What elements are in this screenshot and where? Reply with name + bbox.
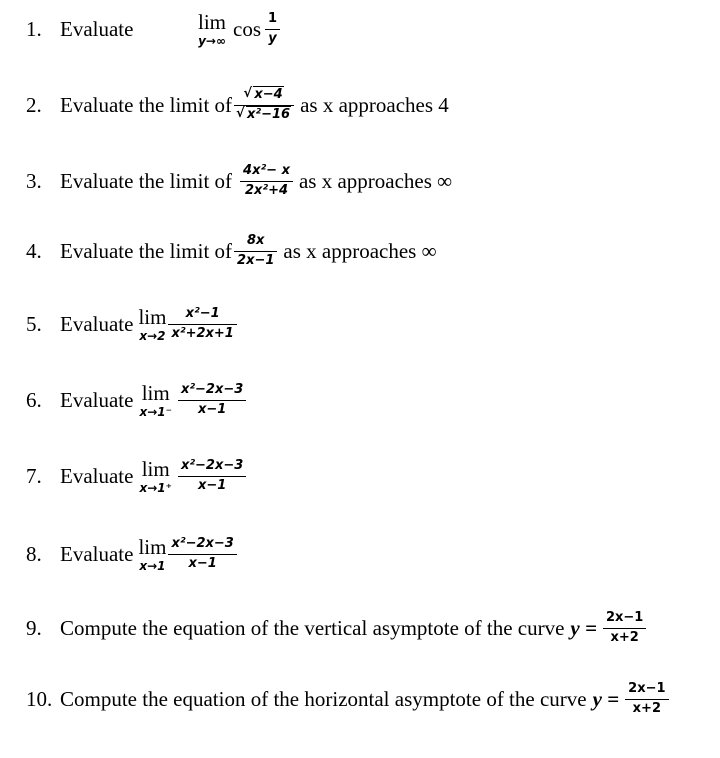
lim-word: lim — [138, 305, 167, 329]
denominator: 2x−1 — [237, 252, 275, 268]
numerator: x²−2x−3 — [180, 382, 244, 398]
equation-lhs: y = — [570, 615, 597, 640]
limit-subscript: y→∞ — [198, 34, 226, 48]
denominator: x+2 — [632, 700, 661, 716]
problem-number: 7. — [26, 464, 42, 488]
problem-suffix: as x approaches ∞ — [283, 238, 437, 263]
problem-6 — [26, 383, 248, 418]
lim-word: lim — [198, 10, 227, 34]
limit-operator — [138, 307, 166, 342]
problem-text: Evaluate — [60, 17, 134, 41]
denominator: x²−16 — [247, 106, 291, 122]
numerator: 4x²− x — [243, 163, 290, 178]
problem-4 — [26, 234, 437, 269]
fraction — [603, 611, 646, 646]
limit-subscript: x→2 — [139, 329, 166, 343]
denominator: x²+2x+1 — [171, 326, 234, 341]
problem-suffix: as x approaches 4 — [300, 92, 449, 117]
denominator: x−1 — [197, 478, 227, 493]
numerator: x−4 — [254, 87, 283, 102]
fraction-bar — [234, 251, 277, 252]
numerator: 8x — [247, 233, 265, 248]
numerator-wrap — [241, 88, 286, 103]
problem-number: 4. — [26, 238, 42, 263]
fraction-bar — [240, 181, 293, 182]
fraction — [234, 88, 294, 123]
problem-10 — [26, 682, 671, 717]
fraction — [178, 383, 246, 418]
numerator: 2x−1 — [605, 610, 644, 625]
denominator-wrap — [234, 108, 294, 123]
fraction-bar — [178, 400, 246, 401]
problem-text: Evaluate — [60, 312, 134, 336]
fraction — [265, 12, 280, 47]
limit-operator — [139, 459, 171, 494]
problem-number: 5. — [26, 312, 42, 336]
sqrt-symbol — [237, 108, 291, 123]
limit-operator — [139, 383, 171, 418]
problem-number: 6. — [26, 388, 42, 412]
fraction — [168, 307, 236, 342]
problem-5 — [26, 307, 239, 342]
problem-text: Evaluate — [60, 542, 134, 566]
problem-text: Evaluate the limit of — [60, 168, 233, 193]
problem-number: 8. — [26, 542, 42, 566]
denominator: 2x²+4 — [244, 182, 289, 198]
fraction-bar — [603, 628, 646, 629]
limit-subscript: x→1 — [139, 559, 166, 573]
cos-function: cos — [233, 17, 262, 41]
problem-text: Compute the equation of the horizontal asymptote of the curve — [60, 686, 587, 711]
numerator: x²−2x−3 — [180, 458, 244, 474]
fraction — [178, 459, 246, 494]
problem-text: Evaluate — [60, 388, 134, 412]
problem-number: 10. — [26, 686, 53, 711]
fraction-bar — [265, 29, 280, 30]
problem-2 — [26, 88, 449, 123]
numerator: x²−1 — [185, 306, 220, 322]
fraction — [240, 164, 293, 199]
fraction-bar — [168, 554, 236, 555]
problem-number: 3. — [26, 168, 42, 193]
lim-word: lim — [141, 457, 170, 481]
limit-subscript: x→1⁺ — [139, 481, 172, 495]
lim-word: lim — [138, 535, 167, 559]
problem-8 — [26, 537, 239, 572]
equation-lhs: y = — [592, 686, 620, 711]
problem-1 — [26, 12, 282, 47]
problem-suffix: as x approaches ∞ — [298, 168, 453, 193]
problem-text: Evaluate the limit of — [60, 238, 233, 263]
denominator: y — [268, 31, 277, 46]
denominator: x−1 — [197, 402, 227, 417]
problem-text: Compute the equation of the vertical asymptote of the curve — [60, 615, 565, 640]
problem-9 — [26, 611, 648, 646]
denominator: x−1 — [188, 556, 217, 571]
denominator: x+2 — [610, 629, 639, 645]
problem-7 — [26, 459, 248, 494]
problem-text: Evaluate — [60, 464, 134, 488]
fraction-bar — [178, 476, 246, 477]
lim-word: lim — [141, 381, 170, 405]
limit-subscript: x→1⁻ — [139, 405, 172, 419]
problem-number: 1. — [26, 17, 42, 41]
problem-3 — [26, 164, 452, 199]
limit-operator — [198, 12, 226, 47]
numerator: 2x−1 — [628, 681, 666, 696]
fraction-bar — [168, 324, 236, 325]
problem-number: 9. — [26, 615, 42, 640]
problem-text: Evaluate the limit of — [60, 92, 233, 117]
numerator: x²−2x−3 — [171, 536, 234, 552]
numerator: 1 — [268, 11, 278, 27]
fraction-bar — [625, 699, 668, 700]
sqrt-symbol — [244, 88, 283, 103]
fraction — [168, 537, 236, 572]
fraction — [625, 682, 668, 717]
fraction — [234, 234, 277, 269]
problem-number: 2. — [26, 92, 42, 117]
limit-operator — [138, 537, 166, 572]
